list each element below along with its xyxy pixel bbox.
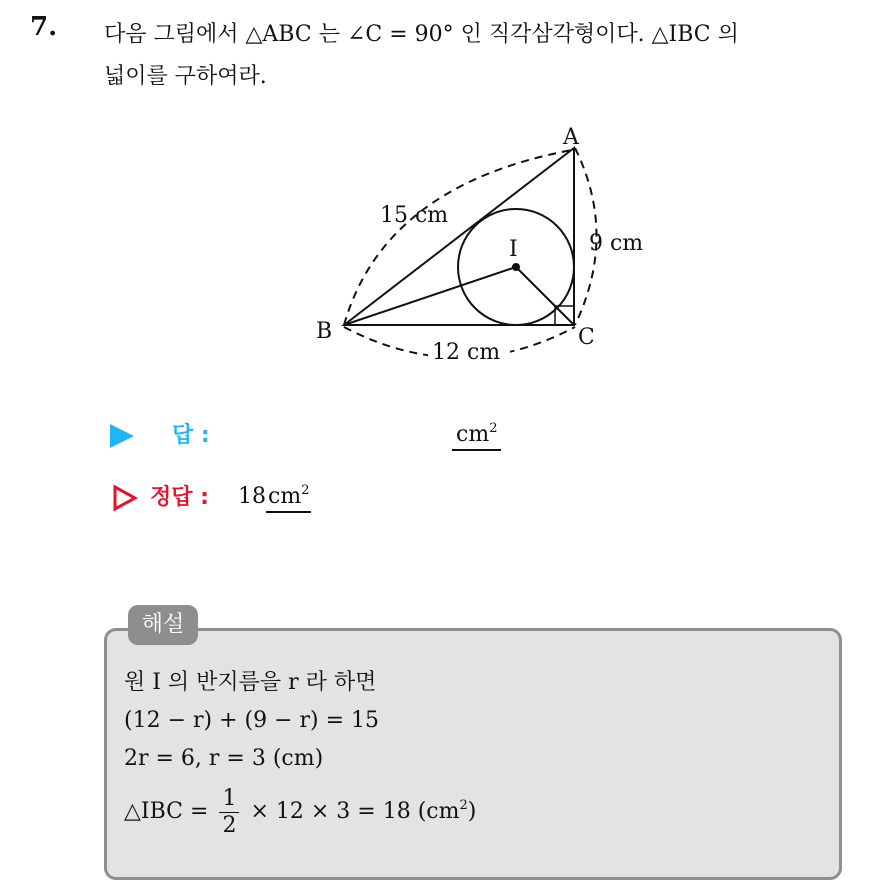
segment-ib xyxy=(344,267,516,325)
correct-answer-label: 정답 : xyxy=(150,485,209,510)
side-ab-length: 15 cm xyxy=(380,203,449,228)
correct-answer-row xyxy=(110,480,530,516)
label-a: A xyxy=(563,125,579,150)
side-ac-length: 9 cm xyxy=(589,231,644,256)
correct-answer-value xyxy=(238,484,311,509)
correct-answer-unit-exp: 2 xyxy=(301,483,310,498)
explanation-line-4-close: ) xyxy=(467,799,477,824)
incenter-point xyxy=(512,263,520,271)
answer-unit-exp: 2 xyxy=(489,421,498,436)
explanation-line-4-exp: 2 xyxy=(459,798,468,813)
side-bc-length: 12 cm xyxy=(432,340,501,365)
correct-answer-unit xyxy=(266,484,311,513)
triangle-figure xyxy=(0,0,884,420)
explanation-line-4-prefix: △IBC = xyxy=(124,799,209,824)
triangle-abc xyxy=(344,148,574,325)
question-line-1: 다음 그림에서 △ABC 는 ∠C = 90° 인 직각삼각형이다. △IBC 의 xyxy=(104,22,739,47)
question-line-2: 넓이를 구하여라. xyxy=(104,64,267,89)
explanation-body xyxy=(124,664,476,842)
answer-row xyxy=(110,418,530,454)
answer-label: 답 : xyxy=(172,423,210,448)
fraction-denominator: 2 xyxy=(222,812,237,838)
explanation-line-4 xyxy=(124,782,476,842)
explanation-line-2: (12 − r) + (9 − r) = 15 xyxy=(124,708,380,733)
play-triangle-icon xyxy=(110,424,134,448)
label-b: B xyxy=(316,319,333,344)
fraction-numerator: 1 xyxy=(219,786,239,813)
correct-answer-number: 18 xyxy=(238,484,266,509)
explanation-line-4-suffix: × 12 × 3 = 18 (cm xyxy=(250,799,460,824)
explanation-line-3: 2r = 6, r = 3 (cm) xyxy=(124,746,324,771)
explanation-tag: 해설 xyxy=(128,605,198,645)
explanation-line-1: 원 I 의 반지름을 r 라 하면 xyxy=(124,670,377,695)
label-i: I xyxy=(509,237,518,262)
answer-unit-text: cm xyxy=(456,422,490,447)
correct-answer-unit-text: cm xyxy=(268,484,302,509)
question-number: 7. xyxy=(30,12,58,42)
label-c: C xyxy=(578,325,595,350)
answer-unit xyxy=(452,422,501,451)
outline-triangle-icon xyxy=(112,484,138,512)
fraction xyxy=(219,786,239,839)
